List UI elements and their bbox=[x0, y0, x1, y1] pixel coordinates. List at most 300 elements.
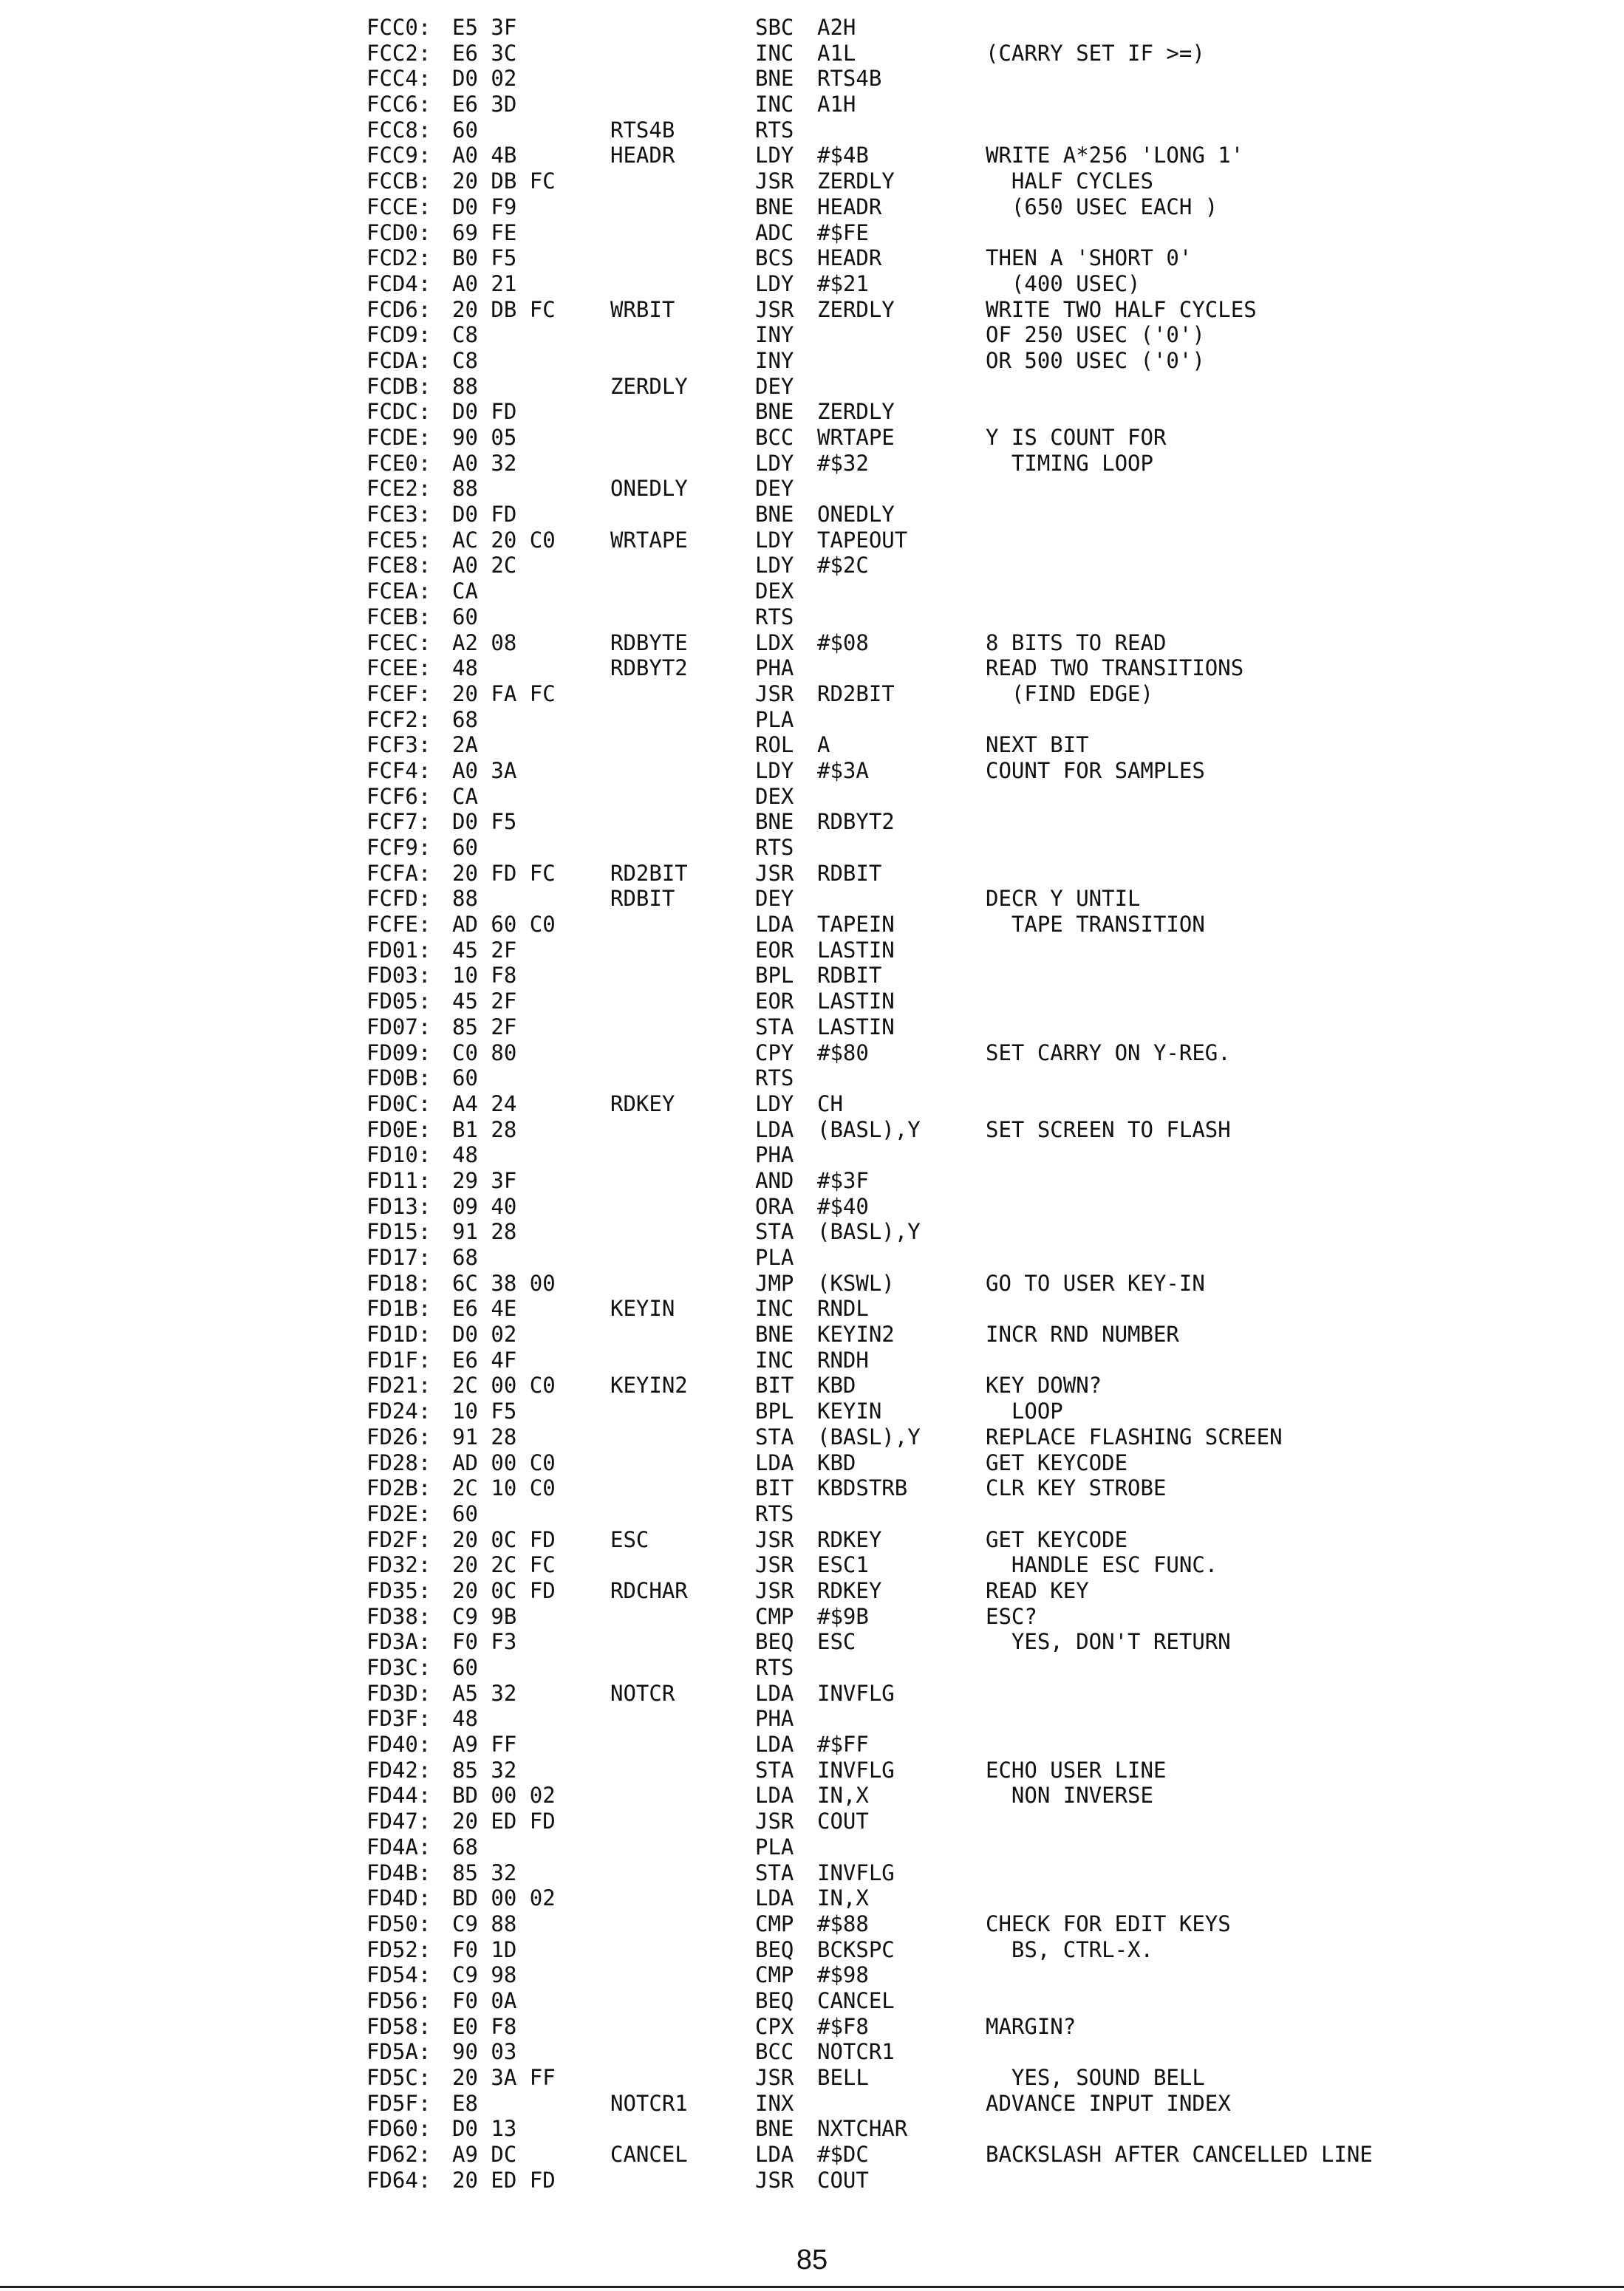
listing-op: INC bbox=[755, 92, 794, 117]
listing-comment: YES, SOUND BELL bbox=[986, 2065, 1205, 2090]
listing-op: BCC bbox=[755, 425, 794, 450]
listing-addr: FD4B: bbox=[366, 1860, 431, 1885]
listing-operand: RNDH bbox=[817, 1347, 869, 1373]
listing-comment: (400 USEC) bbox=[986, 270, 1141, 296]
listing-op: BEQ bbox=[755, 1936, 794, 1962]
listing-bytes: E8 bbox=[452, 2090, 478, 2116]
listing-addr: FD42: bbox=[366, 1757, 431, 1783]
listing-bytes: 20 0C FD bbox=[452, 1577, 556, 1603]
listing-op: PHA bbox=[755, 1706, 794, 1732]
listing-operand: ZERDLY bbox=[817, 168, 895, 194]
listing-bytes: 48 bbox=[452, 655, 478, 681]
listing-addr: FD38: bbox=[366, 1603, 431, 1629]
listing-bytes: AC 20 C0 bbox=[452, 527, 556, 553]
listing-op: BNE bbox=[755, 66, 794, 92]
listing-bytes: 48 bbox=[452, 1706, 478, 1732]
listing-operand: WRTAPE bbox=[817, 425, 895, 450]
listing-operand: ESC1 bbox=[817, 1552, 869, 1578]
listing-bytes: 29 3F bbox=[452, 1167, 517, 1193]
listing-bytes: E6 3C bbox=[452, 40, 517, 66]
listing-op: STA bbox=[755, 1757, 794, 1783]
listing-label: KEYIN bbox=[610, 1296, 675, 1322]
listing-bytes: D0 13 bbox=[452, 2116, 517, 2142]
listing-addr: FCEE: bbox=[366, 655, 431, 681]
listing-operand: #$32 bbox=[817, 450, 869, 476]
listing-bytes: 68 bbox=[452, 1834, 478, 1860]
listing-op: DEY bbox=[755, 476, 794, 502]
listing-addr: FD47: bbox=[366, 1809, 431, 1834]
listing-bytes: 20 2C FC bbox=[452, 1552, 556, 1578]
listing-comment: THEN A 'SHORT 0' bbox=[986, 245, 1193, 271]
listing-op: DEX bbox=[755, 783, 794, 809]
listing-op: AND bbox=[755, 1167, 794, 1193]
listing-bytes: 20 3A FF bbox=[452, 2065, 556, 2090]
listing-addr: FCC2: bbox=[366, 40, 431, 66]
listing-operand: LASTIN bbox=[817, 989, 895, 1014]
listing-addr: FD1F: bbox=[366, 1347, 431, 1373]
listing-op: LDY bbox=[755, 553, 794, 578]
listing-op: BCC bbox=[755, 2039, 794, 2065]
listing-op: CMP bbox=[755, 1603, 794, 1629]
listing-addr: FD54: bbox=[366, 1962, 431, 1988]
listing-bytes: A0 32 bbox=[452, 450, 517, 476]
listing-addr: FD13: bbox=[366, 1193, 431, 1219]
listing-operand: A2H bbox=[817, 15, 856, 40]
listing-addr: FD0B: bbox=[366, 1065, 431, 1091]
listing-comment: YES, DON'T RETURN bbox=[986, 1629, 1231, 1655]
listing-op: LDY bbox=[755, 143, 794, 168]
listing-bytes: A0 21 bbox=[452, 270, 517, 296]
listing-label: KEYIN2 bbox=[610, 1373, 688, 1399]
listing-bytes: CA bbox=[452, 578, 478, 604]
listing-operand: #$3A bbox=[817, 757, 869, 783]
listing-bytes: D0 FD bbox=[452, 502, 517, 527]
listing-bytes: 20 FD FC bbox=[452, 860, 556, 886]
listing-bytes: 2A bbox=[452, 732, 478, 758]
listing-op: JMP bbox=[755, 1270, 794, 1296]
listing-operand: RTS4B bbox=[817, 66, 882, 92]
listing-label: RDBYT2 bbox=[610, 655, 688, 681]
listing-addr: FCC9: bbox=[366, 143, 431, 168]
listing-label: ONEDLY bbox=[610, 476, 688, 502]
listing-addr: FD64: bbox=[366, 2167, 431, 2193]
listing-operand: (BASL),Y bbox=[817, 1219, 921, 1245]
listing-bytes: F0 1D bbox=[452, 1936, 517, 1962]
listing-operand: A1H bbox=[817, 92, 856, 117]
listing-comment: WRITE A*256 'LONG 1' bbox=[986, 143, 1244, 168]
listing-addr: FCE8: bbox=[366, 553, 431, 578]
listing-operand: RDBYT2 bbox=[817, 809, 895, 835]
listing-label: ESC bbox=[610, 1526, 649, 1552]
listing-op: LDY bbox=[755, 527, 794, 553]
bottom-rule bbox=[0, 2286, 1624, 2288]
listing-op: DEY bbox=[755, 886, 794, 912]
listing-addr: FD5A: bbox=[366, 2039, 431, 2065]
listing-addr: FD44: bbox=[366, 1783, 431, 1809]
listing-bytes: 60 bbox=[452, 117, 478, 143]
listing-operand: #$08 bbox=[817, 629, 869, 655]
listing-addr: FD05: bbox=[366, 989, 431, 1014]
listing-operand: KBD bbox=[817, 1450, 856, 1475]
listing-bytes: A0 2C bbox=[452, 553, 517, 578]
listing-bytes: 10 F5 bbox=[452, 1399, 517, 1424]
listing-addr: FD0C: bbox=[366, 1090, 431, 1116]
listing-comment: BACKSLASH AFTER CANCELLED LINE bbox=[986, 2142, 1373, 2168]
listing-bytes: 45 2F bbox=[452, 937, 517, 963]
listing-comment: HANDLE ESC FUNC. bbox=[986, 1552, 1218, 1578]
listing-op: BNE bbox=[755, 502, 794, 527]
listing-addr: FCF6: bbox=[366, 783, 431, 809]
listing-op: JSR bbox=[755, 2065, 794, 2090]
listing-op: BIT bbox=[755, 1475, 794, 1501]
listing-comment: GO TO USER KEY-IN bbox=[986, 1270, 1205, 1296]
listing-op: SBC bbox=[755, 15, 794, 40]
listing-bytes: 68 bbox=[452, 1245, 478, 1270]
listing-addr: FD1B: bbox=[366, 1296, 431, 1322]
listing-op: DEX bbox=[755, 578, 794, 604]
listing-bytes: 60 bbox=[452, 1655, 478, 1680]
listing-op: BNE bbox=[755, 1322, 794, 1348]
listing-op: LDX bbox=[755, 629, 794, 655]
listing-bytes: 2C 10 C0 bbox=[452, 1475, 556, 1501]
listing-bytes: 91 28 bbox=[452, 1219, 517, 1245]
listing-bytes: 20 DB FC bbox=[452, 168, 556, 194]
listing-comment: HALF CYCLES bbox=[986, 168, 1153, 194]
listing-comment: INCR RND NUMBER bbox=[986, 1322, 1179, 1348]
listing-op: LDY bbox=[755, 450, 794, 476]
listing-comment: COUNT FOR SAMPLES bbox=[986, 757, 1205, 783]
listing-operand: CH bbox=[817, 1090, 843, 1116]
listing-bytes: 85 32 bbox=[452, 1757, 517, 1783]
listing-op: LDA bbox=[755, 1680, 794, 1706]
listing-addr: FD40: bbox=[366, 1732, 431, 1758]
listing-bytes: D0 F9 bbox=[452, 194, 517, 219]
listing-comment: BS, CTRL-X. bbox=[986, 1936, 1153, 1962]
listing-bytes: 69 FE bbox=[452, 219, 517, 245]
listing-addr: FD2F: bbox=[366, 1526, 431, 1552]
listing-op: LDA bbox=[755, 2142, 794, 2168]
listing-comment: NEXT BIT bbox=[986, 732, 1089, 758]
listing-op: INC bbox=[755, 40, 794, 66]
listing-operand: (BASL),Y bbox=[817, 1116, 921, 1142]
listing-comment: MARGIN? bbox=[986, 2013, 1077, 2039]
listing-addr: FD2E: bbox=[366, 1500, 431, 1526]
listing-addr: FCDC: bbox=[366, 399, 431, 425]
listing-addr: FCF9: bbox=[366, 835, 431, 860]
listing-label: WRBIT bbox=[610, 296, 675, 322]
listing-label: HEADR bbox=[610, 143, 675, 168]
listing-operand: #$9B bbox=[817, 1603, 869, 1629]
listing-op: INX bbox=[755, 2090, 794, 2116]
listing-comment: READ TWO TRANSITIONS bbox=[986, 655, 1244, 681]
listing-op: LDY bbox=[755, 1090, 794, 1116]
listing-comment: DECR Y UNTIL bbox=[986, 886, 1141, 912]
listing-bytes: E6 3D bbox=[452, 92, 517, 117]
listing-addr: FD28: bbox=[366, 1450, 431, 1475]
listing-operand: #$F8 bbox=[817, 2013, 869, 2039]
listing-comment: ECHO USER LINE bbox=[986, 1757, 1167, 1783]
listing-bytes: B1 28 bbox=[452, 1116, 517, 1142]
listing-op: JSR bbox=[755, 680, 794, 706]
listing-label: RD2BIT bbox=[610, 860, 688, 886]
listing-operand: ZERDLY bbox=[817, 296, 895, 322]
listing-addr: FCC6: bbox=[366, 92, 431, 117]
listing-operand: LASTIN bbox=[817, 937, 895, 963]
listing-label: ZERDLY bbox=[610, 373, 688, 399]
listing-operand: (BASL),Y bbox=[817, 1424, 921, 1450]
listing-bytes: 48 bbox=[452, 1142, 478, 1168]
listing-comment: Y IS COUNT FOR bbox=[986, 425, 1167, 450]
listing-comment: (CARRY SET IF >=) bbox=[986, 40, 1205, 66]
listing-op: CPX bbox=[755, 2013, 794, 2039]
listing-operand: COUT bbox=[817, 1809, 869, 1834]
listing-addr: FD50: bbox=[366, 1911, 431, 1936]
listing-operand: INVFLG bbox=[817, 1757, 895, 1783]
listing-comment: KEY DOWN? bbox=[986, 1373, 1102, 1399]
listing-op: LDY bbox=[755, 270, 794, 296]
listing-op: CMP bbox=[755, 1962, 794, 1988]
listing-addr: FD35: bbox=[366, 1577, 431, 1603]
listing-op: BPL bbox=[755, 1399, 794, 1424]
listing-bytes: C0 80 bbox=[452, 1039, 517, 1065]
listing-operand: #$80 bbox=[817, 1039, 869, 1065]
listing-operand: BCKSPC bbox=[817, 1936, 895, 1962]
listing-addr: FD2B: bbox=[366, 1475, 431, 1501]
listing-operand: ONEDLY bbox=[817, 502, 895, 527]
listing-addr: FD3C: bbox=[366, 1655, 431, 1680]
listing-addr: FCFA: bbox=[366, 860, 431, 886]
listing-op: JSR bbox=[755, 168, 794, 194]
listing-op: INY bbox=[755, 347, 794, 373]
listing-bytes: 91 28 bbox=[452, 1424, 517, 1450]
listing-op: PLA bbox=[755, 1834, 794, 1860]
listing-bytes: C9 88 bbox=[452, 1911, 517, 1936]
listing-operand: BELL bbox=[817, 2065, 869, 2090]
listing-op: INC bbox=[755, 1296, 794, 1322]
listing-addr: FCDE: bbox=[366, 425, 431, 450]
listing-addr: FCE3: bbox=[366, 502, 431, 527]
listing-op: JSR bbox=[755, 1577, 794, 1603]
listing-bytes: E6 4E bbox=[452, 1296, 517, 1322]
listing-addr: FD5F: bbox=[366, 2090, 431, 2116]
listing-operand: HEADR bbox=[817, 194, 882, 219]
listing-operand: A1L bbox=[817, 40, 856, 66]
listing-addr: FD15: bbox=[366, 1219, 431, 1245]
listing-op: ADC bbox=[755, 219, 794, 245]
listing-bytes: 60 bbox=[452, 1065, 478, 1091]
listing-addr: FCEB: bbox=[366, 604, 431, 629]
listing-operand: HEADR bbox=[817, 245, 882, 271]
listing-op: RTS bbox=[755, 604, 794, 629]
listing-addr: FCFD: bbox=[366, 886, 431, 912]
listing-operand: RD2BIT bbox=[817, 680, 895, 706]
listing-comment: TAPE TRANSITION bbox=[986, 912, 1205, 938]
listing-operand: (KSWL) bbox=[817, 1270, 895, 1296]
listing-bytes: C8 bbox=[452, 347, 478, 373]
listing-addr: FD21: bbox=[366, 1373, 431, 1399]
listing-operand: #$40 bbox=[817, 1193, 869, 1219]
listing-addr: FD01: bbox=[366, 937, 431, 963]
listing-comment: SET SCREEN TO FLASH bbox=[986, 1116, 1231, 1142]
listing-operand: #$FF bbox=[817, 1732, 869, 1758]
listing-op: DEY bbox=[755, 373, 794, 399]
listing-op: RTS bbox=[755, 1065, 794, 1091]
listing-addr: FCE2: bbox=[366, 476, 431, 502]
listing-operand: NXTCHAR bbox=[817, 2116, 908, 2142]
listing-addr: FD18: bbox=[366, 1270, 431, 1296]
listing-op: LDA bbox=[755, 1783, 794, 1809]
listing-bytes: E0 F8 bbox=[452, 2013, 517, 2039]
listing-operand: KBDSTRB bbox=[817, 1475, 908, 1501]
listing-addr: FCDB: bbox=[366, 373, 431, 399]
listing-bytes: D0 FD bbox=[452, 399, 517, 425]
listing-operand: RDKEY bbox=[817, 1526, 882, 1552]
listing-bytes: 10 F8 bbox=[452, 963, 517, 989]
listing-addr: FD07: bbox=[366, 1014, 431, 1039]
listing-addr: FCD9: bbox=[366, 322, 431, 348]
listing-bytes: D0 02 bbox=[452, 1322, 517, 1348]
listing-comment: REPLACE FLASHING SCREEN bbox=[986, 1424, 1283, 1450]
listing-op: JSR bbox=[755, 296, 794, 322]
listing-bytes: 85 2F bbox=[452, 1014, 517, 1039]
listing-operand: LASTIN bbox=[817, 1014, 895, 1039]
listing-addr: FCF3: bbox=[366, 732, 431, 758]
listing-bytes: 88 bbox=[452, 476, 478, 502]
listing-addr: FCCE: bbox=[366, 194, 431, 219]
listing-addr: FD0E: bbox=[366, 1116, 431, 1142]
listing-addr: FD62: bbox=[366, 2142, 431, 2168]
listing-bytes: 6C 38 00 bbox=[452, 1270, 556, 1296]
listing-bytes: 20 FA FC bbox=[452, 680, 556, 706]
listing-operand: CANCEL bbox=[817, 1987, 895, 2013]
listing-op: STA bbox=[755, 1219, 794, 1245]
listing-operand: ZERDLY bbox=[817, 399, 895, 425]
listing-bytes: F0 0A bbox=[452, 1987, 517, 2013]
listing-operand: #$2C bbox=[817, 553, 869, 578]
listing-comment: OR 500 USEC ('0') bbox=[986, 347, 1205, 373]
listing-label: CANCEL bbox=[610, 2142, 688, 2168]
listing-op: JSR bbox=[755, 1526, 794, 1552]
listing-addr: FD58: bbox=[366, 2013, 431, 2039]
listing-op: LDY bbox=[755, 757, 794, 783]
listing-addr: FD09: bbox=[366, 1039, 431, 1065]
listing-operand: A bbox=[817, 732, 830, 758]
listing-op: INC bbox=[755, 1347, 794, 1373]
listing-bytes: C9 98 bbox=[452, 1962, 517, 1988]
listing-op: JSR bbox=[755, 1552, 794, 1578]
listing-comment: TIMING LOOP bbox=[986, 450, 1153, 476]
listing-operand: #$3F bbox=[817, 1167, 869, 1193]
listing-comment: LOOP bbox=[986, 1399, 1063, 1424]
listing-label: RDCHAR bbox=[610, 1577, 688, 1603]
page-number: 85 bbox=[796, 2244, 828, 2275]
listing-op: INY bbox=[755, 322, 794, 348]
listing-addr: FCE5: bbox=[366, 527, 431, 553]
listing-label: RDBYTE bbox=[610, 629, 688, 655]
listing-op: PHA bbox=[755, 655, 794, 681]
listing-op: BPL bbox=[755, 963, 794, 989]
listing-label: WRTAPE bbox=[610, 527, 688, 553]
listing-addr: FCD2: bbox=[366, 245, 431, 271]
listing-operand: #$4B bbox=[817, 143, 869, 168]
listing-addr: FD4A: bbox=[366, 1834, 431, 1860]
listing-bytes: 60 bbox=[452, 604, 478, 629]
listing-bytes: A9 DC bbox=[452, 2142, 517, 2168]
listing-op: BNE bbox=[755, 809, 794, 835]
listing-bytes: C9 9B bbox=[452, 1603, 517, 1629]
listing-op: BEQ bbox=[755, 1987, 794, 2013]
listing-bytes: 09 40 bbox=[452, 1193, 517, 1219]
listing-op: LDA bbox=[755, 1450, 794, 1475]
listing-bytes: A0 3A bbox=[452, 757, 517, 783]
listing-bytes: 20 0C FD bbox=[452, 1526, 556, 1552]
listing-bytes: 45 2F bbox=[452, 989, 517, 1014]
listing-addr: FCCB: bbox=[366, 168, 431, 194]
listing-addr: FD3D: bbox=[366, 1680, 431, 1706]
listing-op: BNE bbox=[755, 399, 794, 425]
listing-operand: COUT bbox=[817, 2167, 869, 2193]
listing-comment: NON INVERSE bbox=[986, 1783, 1153, 1809]
listing-bytes: A4 24 bbox=[452, 1090, 517, 1116]
listing-bytes: E6 4F bbox=[452, 1347, 517, 1373]
listing-comment: CLR KEY STROBE bbox=[986, 1475, 1167, 1501]
listing-op: JSR bbox=[755, 1809, 794, 1834]
listing-operand: KBD bbox=[817, 1373, 856, 1399]
listing-op: LDA bbox=[755, 1732, 794, 1758]
listing-bytes: D0 F5 bbox=[452, 809, 517, 835]
listing-operand: #$98 bbox=[817, 1962, 869, 1988]
listing-addr: FD03: bbox=[366, 963, 431, 989]
listing-comment: GET KEYCODE bbox=[986, 1450, 1128, 1475]
listing-operand: NOTCR1 bbox=[817, 2039, 895, 2065]
listing-op: JSR bbox=[755, 860, 794, 886]
listing-addr: FCD4: bbox=[366, 270, 431, 296]
listing-addr: FCF2: bbox=[366, 706, 431, 732]
listing-operand: RDBIT bbox=[817, 860, 882, 886]
listing-addr: FCEA: bbox=[366, 578, 431, 604]
listing-operand: RNDL bbox=[817, 1296, 869, 1322]
listing-operand: #$21 bbox=[817, 270, 869, 296]
listing-addr: FD3A: bbox=[366, 1629, 431, 1655]
listing-op: STA bbox=[755, 1860, 794, 1885]
listing-bytes: 60 bbox=[452, 835, 478, 860]
listing-bytes: 20 DB FC bbox=[452, 296, 556, 322]
listing-bytes: B0 F5 bbox=[452, 245, 517, 271]
listing-bytes: D0 02 bbox=[452, 66, 517, 92]
listing-op: BEQ bbox=[755, 1629, 794, 1655]
listing-operand: TAPEOUT bbox=[817, 527, 908, 553]
listing-comment: CHECK FOR EDIT KEYS bbox=[986, 1911, 1231, 1936]
listing-addr: FCEC: bbox=[366, 629, 431, 655]
listing-addr: FD3F: bbox=[366, 1706, 431, 1732]
listing-bytes: 2C 00 C0 bbox=[452, 1373, 556, 1399]
listing-bytes: 68 bbox=[452, 706, 478, 732]
listing-bytes: AD 60 C0 bbox=[452, 912, 556, 938]
listing-op: RTS bbox=[755, 1500, 794, 1526]
listing-bytes: F0 F3 bbox=[452, 1629, 517, 1655]
listing-op: PLA bbox=[755, 1245, 794, 1270]
listing-operand: TAPEIN bbox=[817, 912, 895, 938]
listing-op: ORA bbox=[755, 1193, 794, 1219]
listing-addr: FD56: bbox=[366, 1987, 431, 2013]
listing-comment: OF 250 USEC ('0') bbox=[986, 322, 1205, 348]
listing-comment: SET CARRY ON Y-REG. bbox=[986, 1039, 1231, 1065]
listing-bytes: 20 ED FD bbox=[452, 1809, 556, 1834]
listing-op: STA bbox=[755, 1424, 794, 1450]
listing-operand: #$88 bbox=[817, 1911, 869, 1936]
listing-operand: INVFLG bbox=[817, 1860, 895, 1885]
listing-op: LDA bbox=[755, 1885, 794, 1911]
